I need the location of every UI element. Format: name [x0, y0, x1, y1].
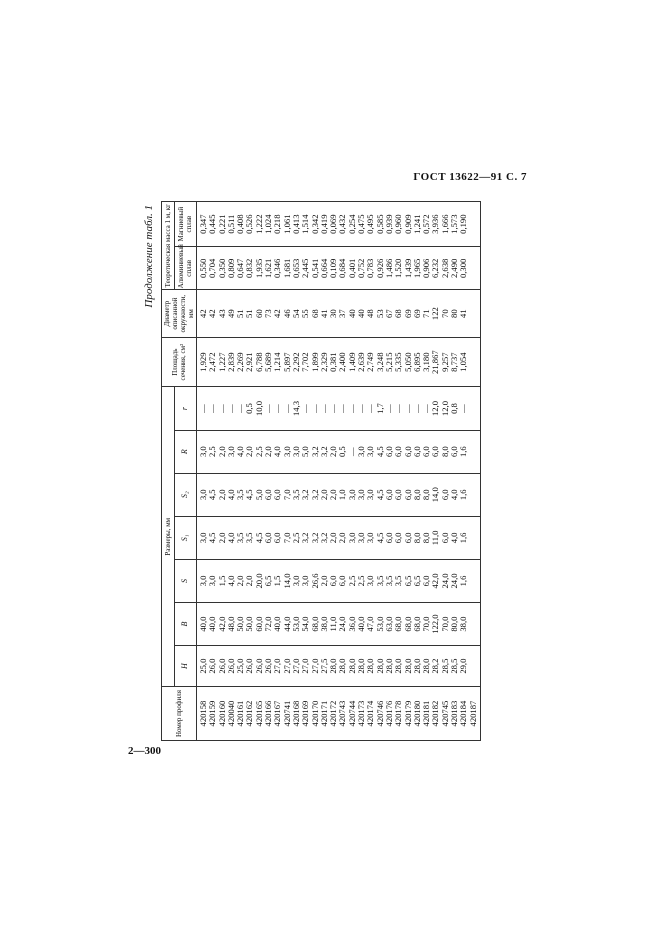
header-area: Площадь сечения, см²: [162, 337, 197, 387]
col-r: — — — — — 0,5 10,0 — — — 14,3 — — — — — — — — 1,7 — — — — — 12,0 12,0 0,8 —: [197, 387, 481, 430]
page-code: 2—300: [128, 745, 161, 757]
header-mass: Теоретическая масса 1 м, кг: [162, 202, 175, 290]
col-S1: 3,0 4,5 2,0 4,0 3,5 3,5 4,5 6,0 6,0 7,0 2,5 3,2 3,2 3,2 2,0 2,0 3,0 3,0 3,0 4,5 6,0 6,0 6,0 8,0 8,0 11,0 6,0 4,0 1,6: [197, 516, 481, 559]
header-B: B: [174, 603, 196, 646]
col-B: 40,0 40,0 42,0 48,0 50,0 50,0 60,0 72,0 40,0 44,0 53,0 54,0 68,0 38,0 11,0 24,0 36,0 40,0 47,0 53,0 63,0 68,0 68,0 68,0 70,0 122,0 70,0 80,0 38,0: [197, 603, 481, 646]
header-dimensions: Размеры, мм: [162, 387, 175, 687]
gost-header: ГОСТ 13622—91 С. 7: [413, 171, 527, 183]
header-S2: S₂: [174, 473, 196, 516]
col-mg-mass: 0,347 0,445 0,221 0,511 0,408 0,526 1,222 1,024 0,218 1,061 0,413 1,514 0,342 0,419 0,069 0,432 0,254 0,475 0,495 0,585 0,939 0,960 0,909 1,241 0,572 3,936 1,666 1,573 0,190: [197, 202, 481, 247]
header-profile-number: Номер профиля: [162, 687, 197, 741]
header-diameter: Диаметр описанной окружности, мм: [162, 290, 197, 337]
table-body-row: [197, 202, 481, 741]
col-area: 1,929 2,472 1,227 2,839 2,269 2,921 6,788 5,689 1,214 5,897 2,292 7,702 1,899 2,329 0,381 2,400 1,409 2,639 2,749 3,248 5,215 5,335 5,050 6,895 3,180 21,867 9,257 8,737 1,054: [197, 337, 481, 387]
header-S: S: [174, 559, 196, 602]
col-profile-number: 420158 420159 420160 420040 420161 420162 420165 420166 420167 420741 420168 420169 420170 420171 420172 420743 420744 420173 420174 420746 420176 420178 420179 420180 420181 420182 420745 420183 420184 420187: [197, 687, 481, 741]
header-S1: S₁: [174, 516, 196, 559]
header-r: r: [174, 387, 196, 430]
profiles-table: [161, 201, 481, 741]
header-R: R: [174, 430, 196, 473]
header-H: H: [174, 646, 196, 687]
col-diameter: 42 42 43 49 51 51 60 73 42 46 54 55 68 41 30 37 40 40 48 53 67 68 69 69 71 122 70 80 41: [197, 290, 481, 337]
rotated-table-block: [143, 201, 525, 741]
col-S2: 3,0 4,5 2,0 4,0 3,5 4,5 5,0 6,0 6,0 7,0 3,5 3,2 3,2 2,0 2,0 1,0 3,0 3,0 3,0 4,5 6,0 6,0 6,0 8,0 8,0 14,0 6,0 4,0 1,6: [197, 473, 481, 516]
header-mg-alloy: Магниевый сплав: [174, 202, 196, 247]
col-al-mass: 0,550 0,704 0,350 0,809 0,647 0,832 1,935 1,621 0,346 1,681 0,653 2,445 0,541 0,664 0,109 0,684 0,401 0,752 0,783 0,926 1,486 1,520 1,439 1,965 0,906 6,232 2,638 2,490 0,300: [197, 247, 481, 290]
continuation-label: Продолжение табл. 1: [143, 205, 155, 308]
col-H: 25,0 26,0 26,0 26,0 25,0 26,0 26,0 26,0 27,0 27,0 27,0 27,0 27,0 27,5 28,0 28,0 28,0 28,0 28,0 28,0 28,0 28,0 28,0 28,0 28,0 28,2 28,5 28,5 29,0: [197, 646, 481, 687]
col-S: 3,0 3,0 1,5 4,0 2,0 2,0 20,0 6,5 1,5 14,0 3,0 3,0 26,6 2,0 6,0 6,0 2,5 2,5 3,0 3,5 3,5 3,5 6,5 6,5 6,0 42,0 24,0 24,0 1,6: [197, 559, 481, 602]
col-R: 3,0 2,5 2,0 3,0 4,0 2,0 2,5 2,0 4,0 3,0 3,0 5,0 3,2 3,2 2,0 0,5 — 3,0 3,0 4,5 6,0 6,0 6,0 6,0 6,0 6,0 8,0 6,0 1,6: [197, 430, 481, 473]
header-al-alloy: Алюминиевый сплав: [174, 247, 196, 290]
